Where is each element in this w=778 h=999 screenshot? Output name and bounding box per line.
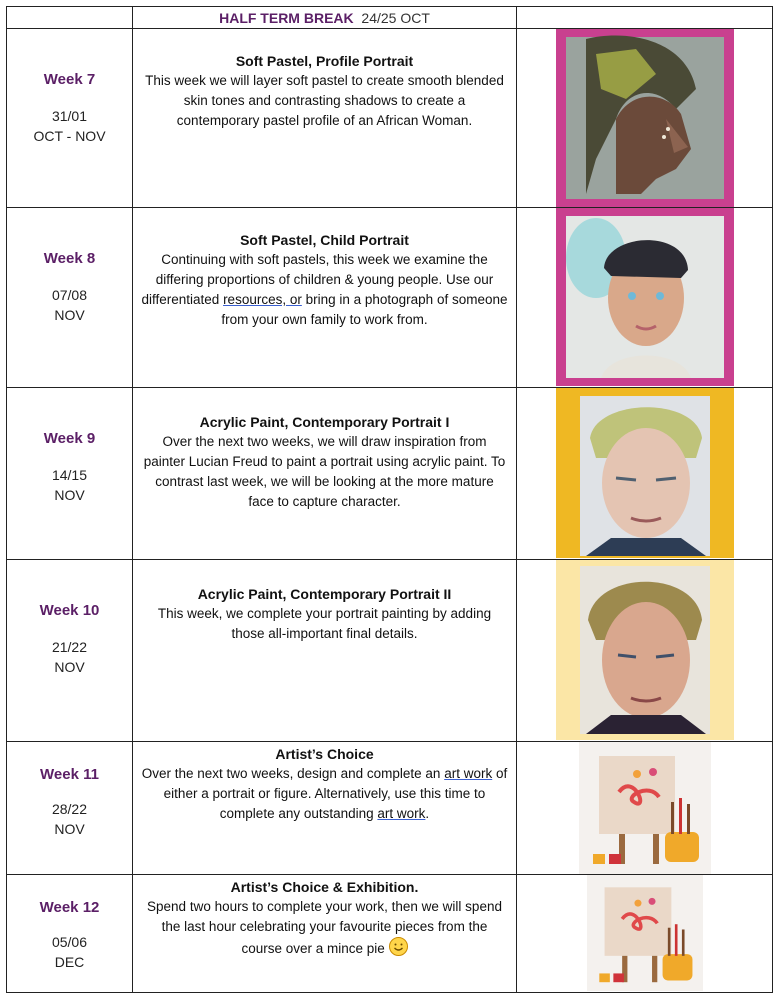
session-title: Artist’s Choice & Exhibition. <box>230 879 419 895</box>
week-date: 05/06 <box>51 934 88 950</box>
half-term-title: HALF TERM BREAK <box>219 9 354 26</box>
easel-palette-icon <box>579 742 711 874</box>
session-title: Acrylic Paint, Contemporary Portrait I <box>199 414 450 430</box>
week-date: 31/01 <box>51 108 88 124</box>
week-cell <box>7 208 133 388</box>
child-pastel-portrait <box>556 208 734 386</box>
week-row <box>7 208 773 388</box>
week-label: Week 7 <box>43 71 96 88</box>
week-date: 21/22 <box>51 639 88 655</box>
week-row <box>7 29 773 208</box>
week-label: Week 11 <box>40 766 99 783</box>
week-row <box>7 875 773 993</box>
description-cell <box>133 208 517 388</box>
session-title: Soft Pastel, Profile Portrait <box>235 53 414 69</box>
easel-palette-icon <box>586 875 704 991</box>
week-row <box>7 560 773 742</box>
image-cell <box>517 742 773 875</box>
african-woman-pastel-portrait <box>556 29 734 207</box>
description-cell <box>133 388 517 560</box>
week-month: NOV <box>54 487 85 503</box>
week-month: NOV <box>54 659 85 675</box>
week-month: NOV <box>54 821 85 837</box>
session-title: Acrylic Paint, Contemporary Portrait II <box>197 586 452 602</box>
session-description: Over the next two weeks, design and complete an art work of either a portrait or figure. Alternatively, use this time to complete any outstanding art work. <box>141 766 508 821</box>
week-date: 14/15 <box>51 467 88 483</box>
smiley-face-icon <box>389 937 408 956</box>
week-date: 07/08 <box>51 287 88 303</box>
week-cell <box>7 388 133 560</box>
half-term-dates: 24/25 OCT <box>361 9 430 26</box>
session-description: Continuing with soft pastels, this week we examine the differing proportions of children & young people. Use our differentiated resources, or bring in a photograph of someone from your own family to work from. <box>141 252 508 327</box>
description-cell <box>133 29 517 208</box>
week-label: Week 9 <box>43 430 96 447</box>
elderly-woman-acrylic-portrait <box>556 388 734 558</box>
week-cell <box>7 29 133 208</box>
elderly-woman-acrylic-portrait-finished <box>556 560 734 740</box>
half-term-row <box>7 7 773 29</box>
half-term-cell <box>133 7 517 29</box>
resources-link[interactable]: resources, or <box>223 292 302 307</box>
session-description: Over the next two weeks, we will draw inspiration from painter Lucian Freud to paint a portrait using acrylic paint. To contrast last week, we will be looking at the more mature face to capture character. <box>143 434 506 509</box>
session-title: Soft Pastel, Child Portrait <box>240 232 409 248</box>
image-cell <box>517 208 773 388</box>
week-cell <box>7 742 133 875</box>
week-label: Week 8 <box>43 250 96 267</box>
art-work-link[interactable]: art work <box>444 766 493 781</box>
course-schedule-table <box>6 6 773 993</box>
session-description: Spend two hours to complete your work, then we will spend the last hour celebrating your favourite pieces from the course over a mince pie <box>147 899 502 956</box>
art-work-link[interactable]: art work <box>377 806 426 821</box>
image-cell <box>517 875 773 993</box>
session-title: Artist’s Choice <box>275 746 374 762</box>
week-row <box>7 388 773 560</box>
image-cell <box>517 560 773 742</box>
description-cell <box>133 560 517 742</box>
session-description: This week we will layer soft pastel to create smooth blended skin tones and contrasting shadows to create a contemporary pastel profile of an African Woman. <box>145 73 504 128</box>
week-month: OCT - NOV <box>33 128 106 144</box>
week-date: 28/22 <box>51 801 88 817</box>
week-label: Week 10 <box>39 602 100 619</box>
description-cell <box>133 875 517 993</box>
week-month: NOV <box>54 307 85 323</box>
week-cell <box>7 875 133 993</box>
week-label: Week 12 <box>39 899 100 916</box>
week-month: DEC <box>54 954 85 970</box>
image-cell <box>517 29 773 208</box>
week-row <box>7 742 773 875</box>
week-cell <box>7 560 133 742</box>
session-description: This week, we complete your portrait painting by adding those all-important final details. <box>157 606 492 641</box>
empty-cell <box>517 7 773 29</box>
empty-cell <box>7 7 133 29</box>
schedule-page <box>6 6 772 994</box>
image-cell <box>517 388 773 560</box>
description-cell <box>133 742 517 875</box>
